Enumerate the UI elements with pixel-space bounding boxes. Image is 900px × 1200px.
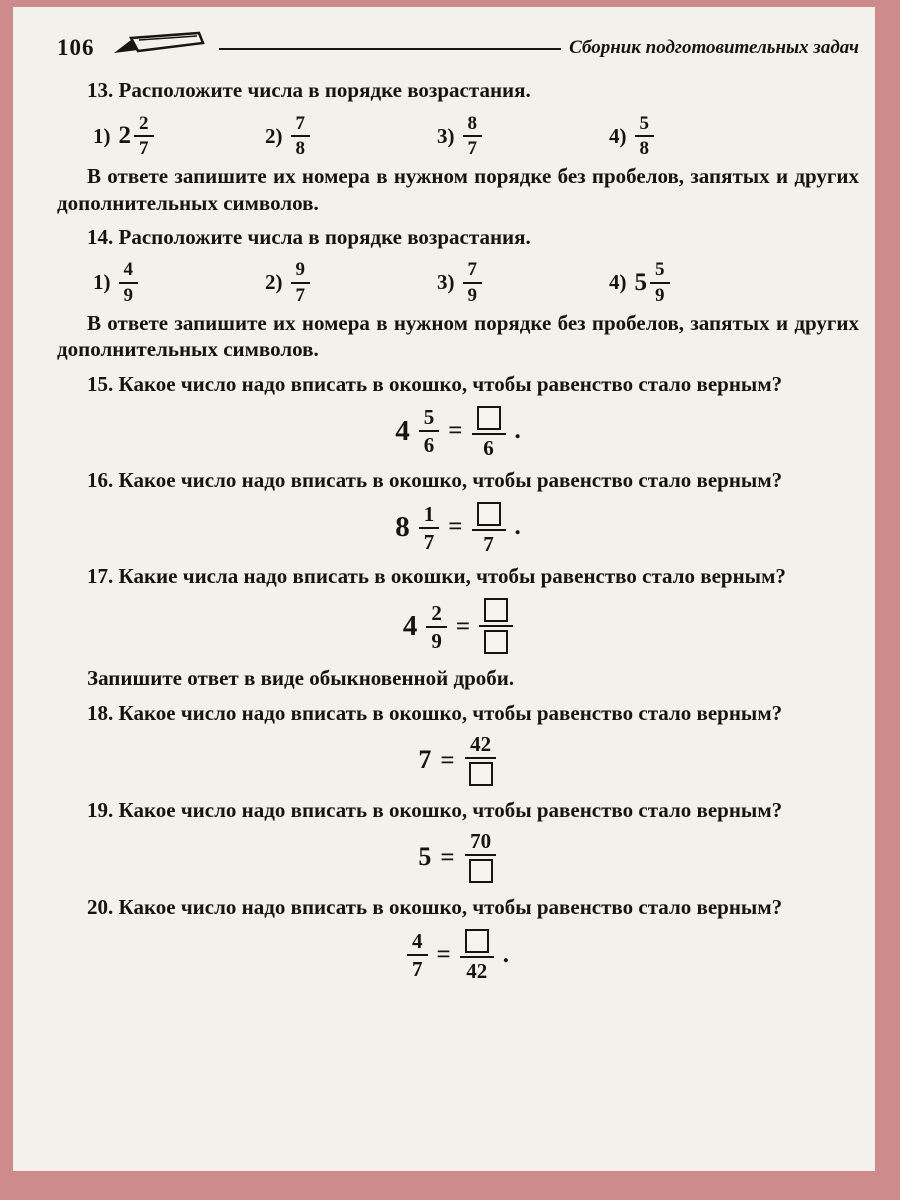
note-text: В ответе запишите их номера в нужном порядке без пробелов, запятых и других дополнительных символов. [57,164,859,215]
fraction-with-box [464,732,498,789]
fraction-denominator: 7 [295,285,305,307]
book-page [13,7,875,1171]
fraction-numerator: 2 [426,601,447,628]
option-label: 4) [609,123,627,148]
fraction-denominator: 7 [467,138,477,160]
pencil-icon [111,31,211,65]
fraction-denominator: 42 [466,959,488,984]
equation-15 [57,403,859,459]
fraction-denominator: 9 [467,285,477,307]
fraction-numerator: 4 [407,929,428,956]
option-label: 3) [437,123,455,148]
answer-box [469,859,493,883]
fraction [291,259,311,306]
option [265,113,437,160]
options-row [93,113,859,160]
fraction-numerator: 5 [419,405,440,432]
fraction [419,405,440,456]
option [609,113,781,160]
fraction-with-box [472,403,506,459]
equation-17 [57,595,859,657]
equation-19 [57,829,859,886]
fraction-denominator [479,627,513,657]
problem-16 [57,467,859,555]
option-label: 1) [93,123,111,148]
answer-box [477,502,501,526]
option-label: 4) [609,270,627,295]
fraction-numerator [472,499,506,531]
problem-19 [57,797,859,886]
fraction-denominator: 7 [483,532,494,557]
problem-15 [57,371,859,459]
fraction-denominator [464,856,498,886]
problem-statement: 15. Какое число надо вписать в окошко, чтобы равенство стало верным? [87,371,783,396]
fraction [635,113,655,160]
fraction-denominator: 6 [423,433,435,458]
problem-statement: 17. Какие числа надо вписать в окошки, чтобы равенство стало верным? [87,564,786,589]
fraction-numerator: 2 [134,113,154,138]
period: . [502,940,509,968]
fraction-numerator [479,595,513,627]
equals-sign: = [436,940,451,968]
option-label: 3) [437,270,455,295]
option [609,259,781,306]
fraction-denominator: 9 [123,285,133,307]
answer-box [484,630,508,654]
problem-17 [57,563,859,692]
fraction-numerator: 7 [291,113,311,138]
problem-18 [57,700,859,789]
option [93,113,265,160]
problem-13 [57,77,859,216]
fraction-denominator: 8 [295,138,305,160]
fraction-denominator: 9 [655,285,665,307]
equation-18 [57,732,859,789]
period: . [514,417,521,445]
option-label: 2) [265,270,283,295]
fraction-with-box [464,829,498,886]
equation-20 [57,926,859,982]
fraction-denominator: 8 [639,138,649,160]
fraction-denominator: 7 [412,956,423,981]
fraction [291,113,311,160]
page-number: 106 [57,34,95,60]
problem-statement: 14. Расположите числа в порядке возрастания. [87,224,531,249]
mixed-whole: 5 [634,268,647,296]
fraction-denominator: 7 [139,138,149,160]
period: . [514,513,521,541]
fraction [463,113,483,160]
mixed-whole: 4 [402,610,418,643]
fraction [650,259,670,306]
note-text: Запишите ответ в виде обыкновенной дроби. [87,666,515,691]
option-label: 1) [93,270,111,295]
page-header [57,31,859,65]
fraction-numerator: 1 [419,502,440,529]
option [437,259,609,306]
header-divider [219,48,562,50]
header-title: Сборник подготовительных задач [569,37,859,59]
fraction-numerator: 9 [291,259,311,284]
problem-statement: 18. Какое число надо вписать в окошко, чтобы равенство стало верным? [87,700,783,725]
option [265,259,437,306]
equals-sign: = [440,844,455,872]
answer-box [469,762,493,786]
fraction [407,929,428,980]
problem-20 [57,894,859,982]
fraction-numerator: 8 [463,113,483,138]
fraction-numerator: 7 [463,259,483,284]
fraction-numerator: 42 [465,732,496,759]
problem-statement: 16. Какое число надо вписать в окошко, чтобы равенство стало верным? [87,467,783,492]
fraction-numerator [460,926,494,958]
mixed-whole: 4 [395,414,410,447]
problem-statement: 20. Какое число надо вписать в окошко, чтобы равенство стало верным? [87,895,783,920]
fraction-numerator: 5 [635,113,655,138]
note-text: В ответе запишите их номера в нужном порядке без пробелов, запятых и других дополнительных символов. [57,311,859,362]
fraction [134,113,154,160]
mixed-whole: 2 [118,122,131,150]
fraction-denominator: 6 [483,435,494,460]
fraction-with-box [472,499,506,555]
equals-sign: = [448,513,463,541]
fraction [419,502,440,553]
fraction-numerator: 70 [465,829,496,856]
mixed-whole: 8 [395,510,410,543]
option [93,259,265,306]
fraction-denominator: 7 [423,529,435,554]
problem-14 [57,224,859,363]
equation-16 [57,499,859,555]
equals-sign: = [440,746,455,774]
fraction-numerator: 5 [650,259,670,284]
answer-box [465,929,489,953]
equals-sign: = [448,417,463,445]
problem-statement: 13. Расположите числа в порядке возрастания. [87,78,531,103]
fraction-numerator [472,403,506,435]
option-label: 2) [265,123,283,148]
whole-number: 7 [418,745,432,775]
fraction [463,259,483,306]
equals-sign: = [455,612,471,640]
fraction [119,259,139,306]
options-row [93,259,859,306]
fraction-denominator [464,759,498,789]
problem-statement: 19. Какое число надо вписать в окошко, чтобы равенство стало верным? [87,797,783,822]
fraction-with-box [479,595,513,657]
answer-box [484,598,508,622]
fraction-denominator: 9 [431,628,442,653]
answer-box [477,406,501,430]
fraction [426,601,447,652]
fraction-with-box [460,926,494,982]
option [437,113,609,160]
whole-number: 5 [418,842,432,872]
fraction-numerator: 4 [119,259,139,284]
